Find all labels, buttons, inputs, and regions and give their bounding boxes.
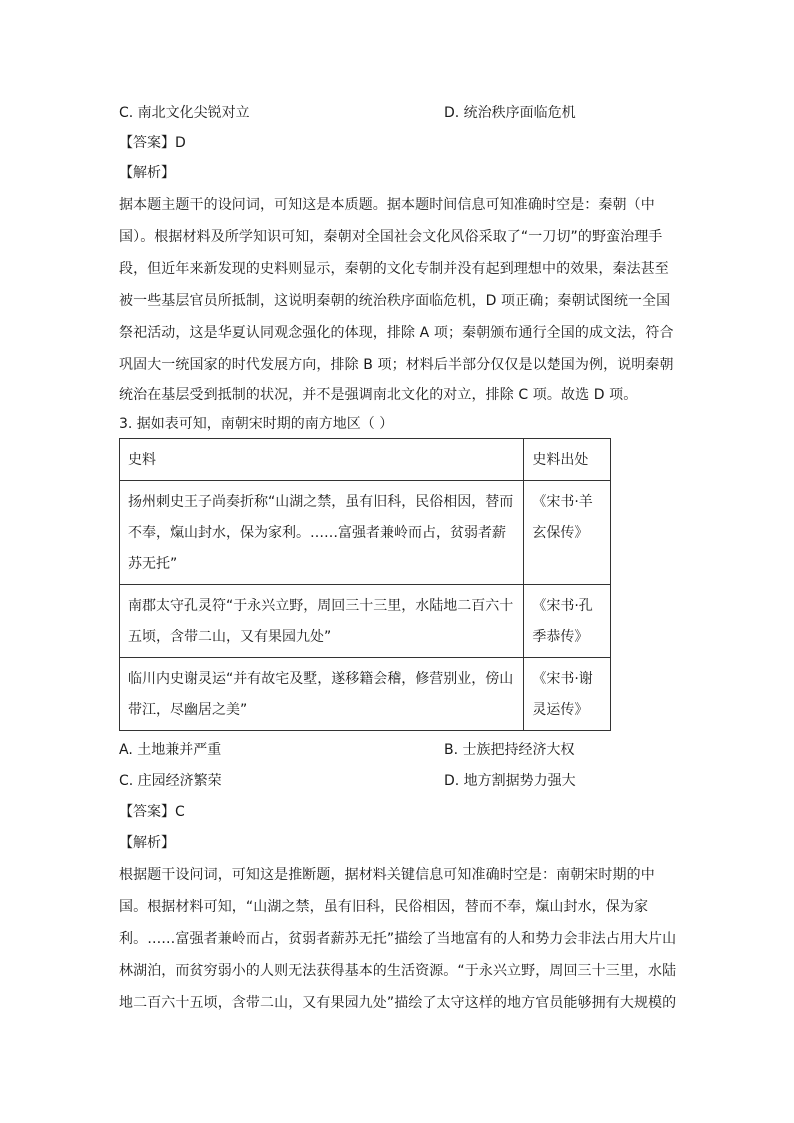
question-3-stem: 3. 据如表可知，南朝宋时期的南方地区（ ）: [119, 416, 394, 432]
cell-line: 《宋书·孔: [532, 598, 593, 614]
analysis-label-q3: 【解析】: [119, 835, 175, 851]
cell-line: 苏无托”: [128, 556, 178, 572]
table-header-cell: 史料: [120, 439, 524, 481]
table-cell-source: [524, 585, 611, 658]
analysis-q3-line: 根据题干设问词，可知这是推断题，据材料关键信息可知准确时空是：南朝宋时期的中: [119, 867, 655, 883]
cell-line: 临川内史谢灵运“并有故宅及墅，遂移籍会稽，修营别业，傍山: [128, 671, 514, 687]
analysis-label-q2: 【解析】: [119, 165, 175, 181]
source-table: [119, 438, 611, 731]
analysis-q3-line: 地二百六十五顷，含带二山，又有果园九处”描绘了太守这样的地方官员能够拥有大规模的: [119, 995, 677, 1011]
cell-line: 不奉，熂山封水，保为家利。……富强者兼岭而占，贫弱者薪: [128, 525, 506, 541]
analysis-q2-line: 统治在基层受到抵制的状况，并不是强调南北文化的对立，排除 C 项。故选 D 项。: [119, 387, 638, 403]
cell-line: 五顷，含带二山，又有果园九处”: [128, 629, 332, 645]
cell-line: 《宋书·羊: [532, 494, 593, 510]
table-cell-source: [524, 658, 611, 731]
option-c-q2: C. 南北文化尖锐对立: [119, 105, 250, 121]
analysis-q3-line: 利。……富强者兼岭而占，贫弱者薪苏无托”描绘了当地富有的人和势力会非法占用大片山: [119, 931, 677, 947]
table-header-cell: 史料出处: [524, 439, 611, 481]
cell-line: 《宋书·谢: [532, 671, 593, 687]
analysis-q2-line: 段，但近年来新发现的史料则显示，秦朝的文化专制并没有起到理想中的效果，秦法甚至: [119, 261, 669, 277]
option-b-q3: B. 士族把持经济大权: [444, 742, 575, 758]
option-a-q3: A. 土地兼并严重: [119, 742, 222, 758]
table-header-row: [120, 439, 611, 481]
table-cell-source: [524, 481, 611, 585]
option-d-q3: D. 地方割据势力强大: [444, 773, 576, 789]
table-row: [120, 585, 611, 658]
answer-label-q2: 【答案】D: [119, 135, 186, 151]
cell-line: 扬州刺史王子尚奏折称“山湖之禁，虽有旧科，民俗相因，替而: [128, 494, 514, 510]
answer-label-q3: 【答案】C: [119, 804, 185, 820]
analysis-q3-line: 国。根据材料可知，“山湖之禁，虽有旧科，民俗相因，替而不奉，熂山封水，保为家: [119, 899, 649, 915]
table-cell-text: [120, 658, 524, 731]
cell-line: 带江，尽幽居之美”: [128, 702, 248, 718]
analysis-q2-line: 据本题主题干的设问词，可知这是本质题。据本题时间信息可知准确时空是：秦朝（中: [119, 197, 655, 213]
option-d-q2: D. 统治秩序面临危机: [444, 105, 576, 121]
table-cell-text: [120, 585, 524, 658]
analysis-q2-line: 祭祀活动，这是华夏认同观念强化的体现，排除 A 项；秦朝颁布通行全国的成文法，符合: [119, 325, 674, 341]
table-row: [120, 658, 611, 731]
table-cell-text: [120, 481, 524, 585]
analysis-q2-line: 巩固大一统国家的时代发展方向，排除 B 项；材料后半部分仅仅是以楚国为例，说明秦朝: [119, 357, 674, 373]
cell-line: 灵运传》: [532, 702, 589, 718]
analysis-q2-line: 被一些基层官员所抵制，这说明秦朝的统治秩序面临危机，D 项正确；秦朝试图统一全国: [119, 293, 671, 309]
analysis-q3-line: 林湖泊，而贫穷弱小的人则无法获得基本的生活资源。“于永兴立野，周回三十三里，水陆: [119, 963, 677, 979]
cell-line: 季恭传》: [532, 629, 589, 645]
cell-line: 玄保传》: [532, 525, 589, 541]
table-row: [120, 481, 611, 585]
analysis-q2-line: 国）。根据材料及所学知识可知，秦朝对全国社会文化风俗采取了“一刀切”的野蛮治理手: [119, 229, 663, 245]
option-c-q3: C. 庄园经济繁荣: [119, 773, 222, 789]
cell-line: 南郡太守孔灵符“于永兴立野，周回三十三里，水陆地二百六十: [128, 598, 514, 614]
